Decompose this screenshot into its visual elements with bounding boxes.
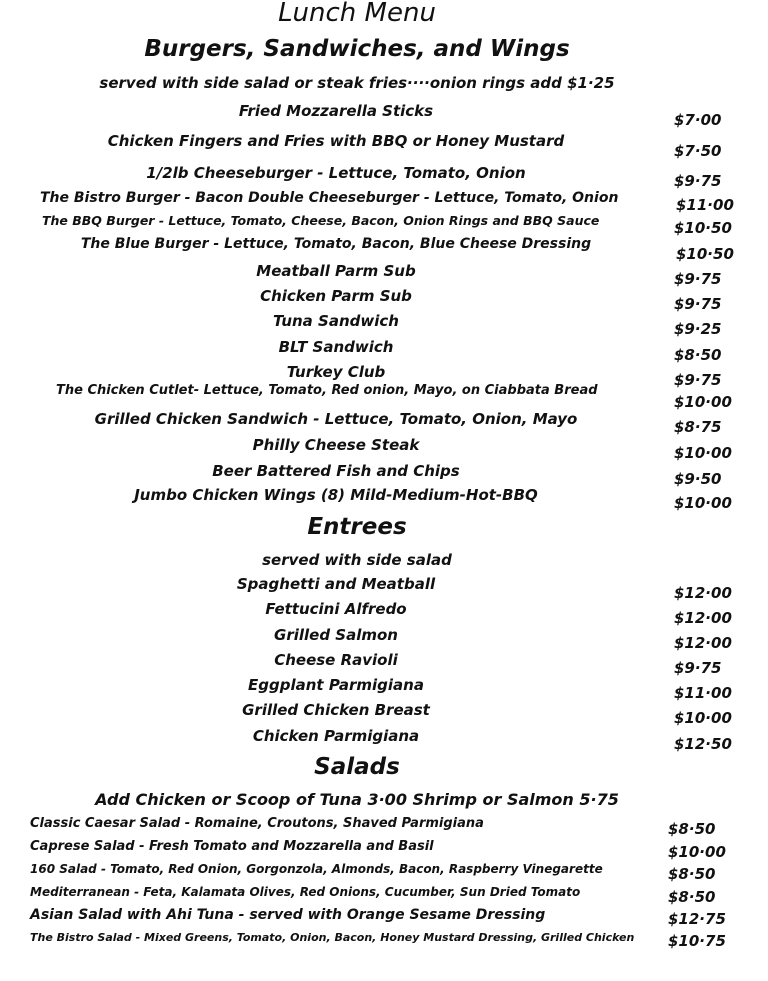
item-name: Classic Caesar Salad - Romaine, Croutons, Shaved Parmigiana [30,816,484,831]
menu-item [0,701,768,725]
item-name: The Blue Burger - Lettuce, Tomato, Bacon, Blue Cheese Dressing [80,236,592,252]
menu-item [0,885,768,909]
item-price: $7·50 [674,142,722,160]
menu-item [0,907,768,931]
menu-item [0,236,768,263]
item-price: $7·00 [674,111,722,129]
item-price: $8·50 [674,346,722,364]
item-name: The BBQ Burger - Lettuce, Tomato, Cheese, Bacon, Onion Rings and BBQ Sauce [42,213,600,228]
item-price: $8·50 [668,865,716,883]
entrees-note: served with side salad [262,551,452,569]
menu-item [0,262,768,286]
menu-item [0,816,768,840]
item-name: Cheese Ravioli [274,651,398,669]
item-price: $11·00 [676,196,734,214]
entrees-heading: Entrees [307,514,407,540]
item-price: $9·75 [674,371,722,389]
item-name: Chicken Parmigiana [252,727,420,745]
item-price: $12·75 [668,910,726,928]
item-price: $10·00 [674,393,732,411]
menu-item [0,338,768,362]
item-price: $11·00 [674,684,732,702]
item-name: BLT Sandwich [278,338,394,356]
item-price: $12·00 [674,584,732,602]
menu-item [0,575,768,602]
item-price: $9·75 [674,659,722,677]
menu-item [0,287,768,311]
menu-item [0,676,768,700]
item-name: Grilled Chicken Breast [242,701,430,719]
item-name: The Chicken Cutlet- Lettuce, Tomato, Red onion, Mayo, on Ciabbata Bread [56,383,598,398]
menu-title: Lunch Menu [278,0,436,28]
item-price: $8·50 [668,820,716,838]
item-price: $10·75 [668,932,726,950]
menu-item [0,462,768,486]
item-name: Grilled Salmon [274,626,398,644]
menu-item [0,839,768,863]
item-name: Chicken Fingers and Fries with BBQ or Honey Mustard [107,132,565,150]
item-name: Philly Cheese Steak [252,436,420,454]
menu-item [0,600,768,627]
menu-item [0,312,768,336]
item-price: $9·75 [674,172,722,190]
item-price: $12·00 [674,634,732,652]
salads-note: Add Chicken or Scoop of Tuna 3·00 Shrimp or Salmon 5·75 [95,790,619,809]
menu-item [0,102,768,129]
item-name: Asian Salad with Ahi Tuna - served with Orange Sesame Dressing [30,907,546,923]
item-price: $12·50 [674,735,732,753]
item-price: $9·50 [674,470,722,488]
menu-item [0,383,768,411]
item-price: $10·50 [676,245,734,263]
menu-item [0,213,768,237]
item-price: $8·50 [668,888,716,906]
item-name: 1/2lb Cheeseburger - Lettuce, Tomato, Onion [146,164,526,182]
item-name: Tuna Sandwich [273,312,399,330]
salads-heading: Salads [314,754,400,780]
item-name: Caprese Salad - Fresh Tomato and Mozzarella and Basil [30,839,434,854]
item-name: Spaghetti and Meatball [236,575,436,593]
item-name: Jumbo Chicken Wings (8) Mild-Medium-Hot-BBQ [134,486,538,504]
item-price: $8·75 [674,418,722,436]
item-name: Meatball Parm Sub [256,262,416,280]
item-price: $9·75 [674,270,722,288]
item-name: Mediterranean - Feta, Kalamata Olives, Red Onions, Cucumber, Sun Dried Tomato [30,885,581,899]
menu-item [0,651,768,675]
item-price: $10·00 [674,709,732,727]
menu-item [0,436,768,460]
item-price: $9·75 [674,295,722,313]
item-name: Grilled Chicken Sandwich - Lettuce, Tomato, Onion, Mayo [94,410,578,428]
menu-item [0,190,768,214]
item-name: 160 Salad - Tomato, Red Onion, Gorgonzola, Almonds, Bacon, Raspberry Vinegarette [30,862,603,876]
burgers-heading: Burgers, Sandwiches, and Wings [144,36,570,62]
menu-item [0,626,768,650]
item-price: $10·00 [674,494,732,512]
item-name: Beer Battered Fish and Chips [212,462,460,480]
menu-item [0,862,768,886]
item-name: Eggplant Parmigiana [248,676,424,694]
item-price: $10·00 [674,444,732,462]
burgers-note: served with side salad or steak fries····onion rings add $1·25 [99,74,615,92]
menu-item [0,132,768,160]
item-name: Fried Mozzarella Sticks [238,102,434,120]
menu-item [0,486,768,510]
item-name: Turkey Club [286,363,386,381]
item-name: Chicken Parm Sub [260,287,412,305]
item-price: $9·25 [674,320,722,338]
menu-item [0,727,768,751]
item-price: $12·00 [674,609,732,627]
menu-item [0,164,768,188]
item-price: $10·50 [674,219,732,237]
menu-item [0,931,768,955]
item-name: The Bistro Burger - Bacon Double Cheeseburger - Lettuce, Tomato, Onion [40,190,619,206]
item-name: Fettucini Alfredo [265,600,407,618]
menu-item [0,410,768,434]
item-name: The Bistro Salad - Mixed Greens, Tomato, Onion, Bacon, Honey Mustard Dressing, Grilled Chicken [30,931,635,944]
item-price: $10·00 [668,843,726,861]
